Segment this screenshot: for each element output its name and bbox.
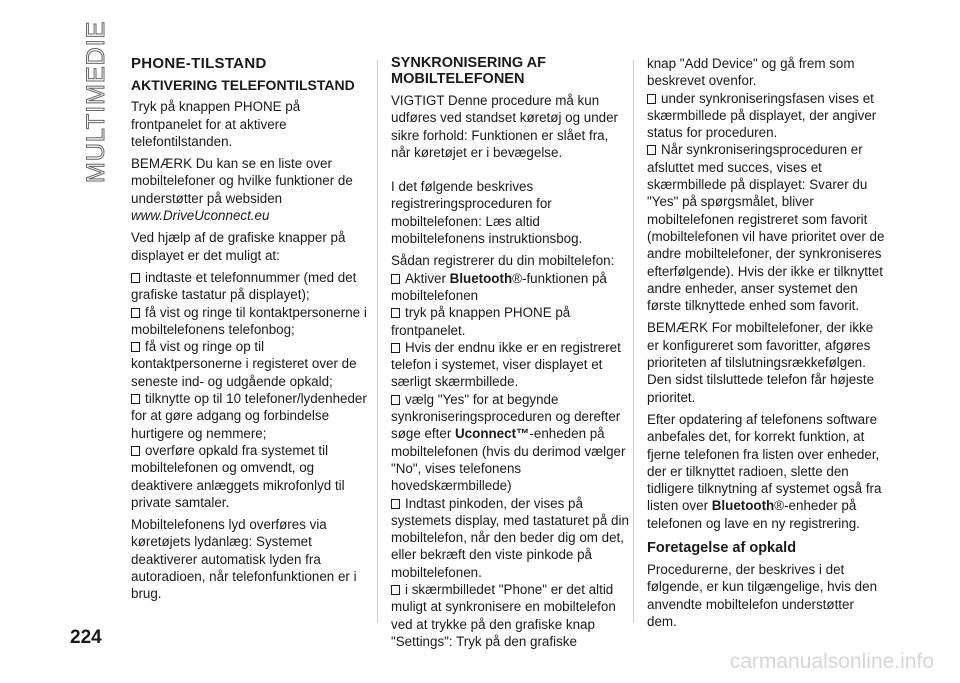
note-paragraph: BEMÆRK Du kan se en liste over mobiltelefoner og hvilke funktioner de understøtter på websiden xyxy=(131,156,353,206)
column-3 xyxy=(647,55,887,635)
list-item: tryk på knappen PHONE på frontpanelet. xyxy=(391,305,571,338)
subsection-heading: AKTIVERING TELEFONTILSTAND xyxy=(131,77,355,94)
paragraph: Procedurerne, der beskrives i det følgende, er kun tilgængelige, hvis den anvendte mobiltelefon understøtter dem. xyxy=(647,562,878,629)
column-divider xyxy=(377,60,378,623)
paragraph: I det følgende beskrives registreringsproceduren for mobiltelefonen: Læs altid mobiltelefonens instruktionsbog. xyxy=(391,179,583,247)
section-tab-label: MULTIMEDIE xyxy=(82,20,110,183)
checkbox-bullet-icon xyxy=(647,94,656,104)
watermark: carmanualsonline.info xyxy=(729,650,934,673)
checkbox-bullet-icon xyxy=(391,585,400,595)
list-item: Indtast pinkoden, der vises på systemets display, med tastaturet på din mobiltelefon, når den beder dig om det, eller bekræft den viste pinkode på mobiltelefonen. xyxy=(391,495,629,580)
list-item: tilknytte op til 10 telefoner/lydenheder for at gøre adgang og forbindelse hurtigere og nemmere; xyxy=(131,391,367,441)
list-item: Hvis der endnu ikke er en registreret telefon i systemet, viser displayet et særligt skærmbillede. xyxy=(391,339,621,390)
important-paragraph: VIGTIGT Denne procedure må kun udføres ved standset køretøj og under sikre forhold: Funktionen er slået fra, når køretøjet er i bevægelse. xyxy=(391,93,619,160)
note-paragraph: BEMÆRK For mobiltelefoner, der ikke er konfigureret som favoritter, afgøres prioriteten af tilslutningsrækkefølgen. Den sidst tilsluttede telefon får højeste prioritet. xyxy=(647,320,875,405)
list-item: vælg "Yes" for at begynde synkroniseringsproceduren og derefter søge efter Uconnect™-enheden på mobiltelefonen (hvis du derimod vælger "No", vises telefonens hovedskærmbillede) xyxy=(391,391,626,494)
list-item: Aktiver Bluetooth®-funktionen på mobiltelefonen xyxy=(391,270,607,303)
paragraph: Ved hjælp af de grafiske knapper på displayet er det muligt at: xyxy=(131,230,346,263)
list-item: indtaste et telefonnummer (med det grafiske tastatur på displayet); xyxy=(131,269,357,303)
checkbox-bullet-icon xyxy=(391,274,400,284)
paragraph: Sådan registrerer du din mobiltelefon: xyxy=(391,253,615,269)
column-1 xyxy=(131,55,371,608)
subsection-heading: Foretagelse af opkald xyxy=(647,540,797,557)
bullet-list xyxy=(131,269,371,511)
list-item: Når synkroniseringsproceduren er afsluttet med succes, vises et skærmbillede på displayet: Svarer du "Yes" på spørgsmålet, bliver mobiltelefonen registreret som favorit (mobiltelefonen vil have prioritet over de andre mobiltelefoner, der synkroniseres efterfølgende). Hvis der ikke er tilknyttet andre enheder, anser systemet den første tilknyttede enhed som favorit. xyxy=(647,142,885,314)
column-divider xyxy=(633,60,634,623)
checkbox-bullet-icon xyxy=(131,446,140,456)
list-item: få vist og ringe op til kontaktpersonerne i registeret over de seneste ind- og udgående opkald; xyxy=(131,339,357,389)
list-item: under synkroniseringsfasen vises et skærmbillede på displayet, der angiver status for proceduren. xyxy=(647,90,877,141)
list-item: overføre opkald fra systemet til mobiltelefonen og omvendt, og deaktivere anlæggets mikrofonlyd til private samtaler. xyxy=(131,442,345,510)
paragraph: Efter opdatering af telefonens software anbefales det, for korrekt funktion, at fjerne telefonen fra listen over enheder, der er tilknyttet radioen, slette den tidligere tilknytning af systemet også fra listen over Bluetooth®-enheder på telefonen og lave en ny registrering. xyxy=(647,411,882,531)
list-item: få vist og ringe til kontaktpersonerne i mobiltelefonens telefonbog; xyxy=(131,304,367,337)
checkbox-bullet-icon xyxy=(131,273,140,283)
checkbox-bullet-icon xyxy=(131,394,140,404)
list-item: i skærmbilledet "Phone" er det altid muligt at synkronisere en mobiltelefon ved at trykke på den grafiske knap "Settings": Tryk på den grafiske xyxy=(391,582,616,649)
checkbox-bullet-icon xyxy=(391,308,400,318)
paragraph: knap "Add Device" og gå frem som beskrevet ovenfor. xyxy=(647,56,855,89)
column-2 xyxy=(391,55,631,650)
paragraph: Mobiltelefonens lyd overføres via køretøjets lydanlæg: Systemet deaktiverer automatisk lyden fra autoradioen, når telefonfunktionen er i brug. xyxy=(131,517,357,602)
paragraph: Tryk på knappen PHONE på frontpanelet for at aktivere telefontilstanden. xyxy=(131,99,301,149)
checkbox-bullet-icon xyxy=(131,342,140,352)
checkbox-bullet-icon xyxy=(391,499,400,509)
section-heading: PHONE-TILSTAND xyxy=(131,55,267,72)
checkbox-bullet-icon xyxy=(647,145,656,155)
checkbox-bullet-icon xyxy=(391,395,400,405)
section-heading: SYNKRONISERING AF MOBILTELEFONEN xyxy=(391,55,546,87)
website-link[interactable]: www.DriveUconnect.eu xyxy=(131,208,270,224)
page-number: 224 xyxy=(70,627,102,648)
checkbox-bullet-icon xyxy=(131,308,140,318)
checkbox-bullet-icon xyxy=(391,343,400,353)
